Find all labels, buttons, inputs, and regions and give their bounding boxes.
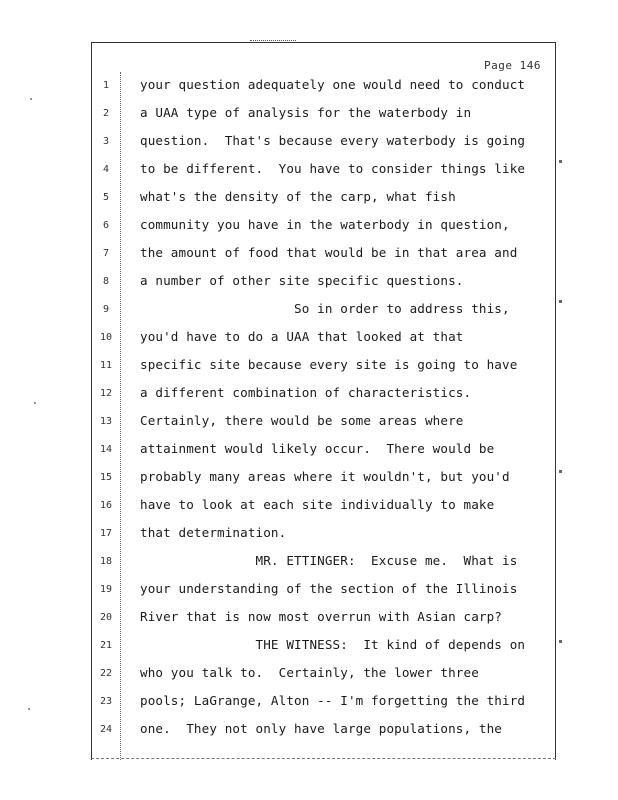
scan-speck (28, 708, 30, 710)
transcript-line (0, 413, 618, 433)
transcript-line (0, 189, 618, 209)
line-number: 3 (102, 136, 110, 147)
line-text: attainment would likely occur. There would be (140, 441, 495, 456)
line-number: 14 (99, 444, 113, 455)
transcript-line (0, 525, 618, 545)
transcript-line (0, 357, 618, 377)
line-number: 2 (102, 108, 110, 119)
line-number: 20 (99, 612, 113, 623)
line-text: what's the density of the carp, what fish (140, 189, 456, 204)
line-number: 15 (99, 472, 113, 483)
transcript-line (0, 161, 618, 181)
scan-speck (30, 98, 32, 100)
line-text: THE WITNESS: It kind of depends on (140, 637, 526, 652)
line-number: 18 (99, 556, 113, 567)
line-number: 17 (99, 528, 113, 539)
line-number: 8 (102, 276, 110, 287)
top-scribble-mark (250, 40, 296, 43)
line-number: 6 (102, 220, 110, 231)
line-number: 7 (102, 248, 110, 259)
transcript-line (0, 217, 618, 237)
line-text: who you talk to. Certainly, the lower three (140, 665, 479, 680)
transcript-line (0, 553, 618, 573)
line-number: 24 (99, 724, 113, 735)
transcript-line (0, 133, 618, 153)
line-number: 1 (102, 80, 110, 91)
line-text: your understanding of the section of the Illinois (140, 581, 518, 596)
line-text: question. That's because every waterbody is going (140, 133, 526, 148)
line-text: a different combination of characteristics. (140, 385, 472, 400)
line-number: 9 (102, 304, 110, 315)
line-number: 10 (99, 332, 113, 343)
scan-speck (559, 300, 562, 303)
scan-speck (559, 470, 562, 473)
line-text: River that is now most overrun with Asian carp? (140, 609, 502, 624)
line-text: So in order to address this, (140, 301, 510, 316)
page-number: Page 146 (484, 59, 541, 72)
line-text: one. They not only have large populations, the (140, 721, 502, 736)
line-text: that determination. (140, 525, 287, 540)
transcript-line (0, 301, 618, 321)
scan-speck (559, 160, 562, 163)
line-text: the amount of food that would be in that area and (140, 245, 518, 260)
transcript-line (0, 245, 618, 265)
transcript-line (0, 469, 618, 489)
transcript-line (0, 273, 618, 293)
transcript-line (0, 105, 618, 125)
line-text: community you have in the waterbody in question, (140, 217, 510, 232)
line-number: 5 (102, 192, 110, 203)
line-text: a UAA type of analysis for the waterbody in (140, 105, 472, 120)
bottom-dashed-rule (91, 758, 556, 759)
transcript-line (0, 581, 618, 601)
line-number: 12 (99, 388, 113, 399)
scan-speck (34, 402, 36, 404)
line-number: 4 (102, 164, 110, 175)
line-number: 21 (99, 640, 113, 651)
transcript-line (0, 441, 618, 461)
line-text: to be different. You have to consider things like (140, 161, 526, 176)
line-number: 11 (99, 360, 113, 371)
line-text: Certainly, there would be some areas where (140, 413, 464, 428)
line-text: your question adequately one would need to conduct (140, 77, 526, 92)
line-number: 16 (99, 500, 113, 511)
line-number: 19 (99, 584, 113, 595)
line-text: a number of other site specific questions. (140, 273, 464, 288)
transcript-line (0, 385, 618, 405)
transcript-line (0, 721, 618, 741)
transcript-line (0, 497, 618, 517)
line-text: specific site because every site is going to have (140, 357, 518, 372)
line-text: probably many areas where it wouldn't, but you'd (140, 469, 510, 484)
transcript-line (0, 329, 618, 349)
transcript-line (0, 665, 618, 685)
line-text: you'd have to do a UAA that looked at that (140, 329, 464, 344)
line-number: 13 (99, 416, 113, 427)
line-number: 22 (99, 668, 113, 679)
line-text: have to look at each site individually to make (140, 497, 495, 512)
transcript-line (0, 609, 618, 629)
transcript-line (0, 77, 618, 97)
line-number: 23 (99, 696, 113, 707)
transcript-line (0, 637, 618, 657)
line-text: MR. ETTINGER: Excuse me. What is (140, 553, 518, 568)
line-text: pools; LaGrange, Alton -- I'm forgetting the third (140, 693, 526, 708)
transcript-line (0, 693, 618, 713)
scan-speck (559, 640, 562, 643)
